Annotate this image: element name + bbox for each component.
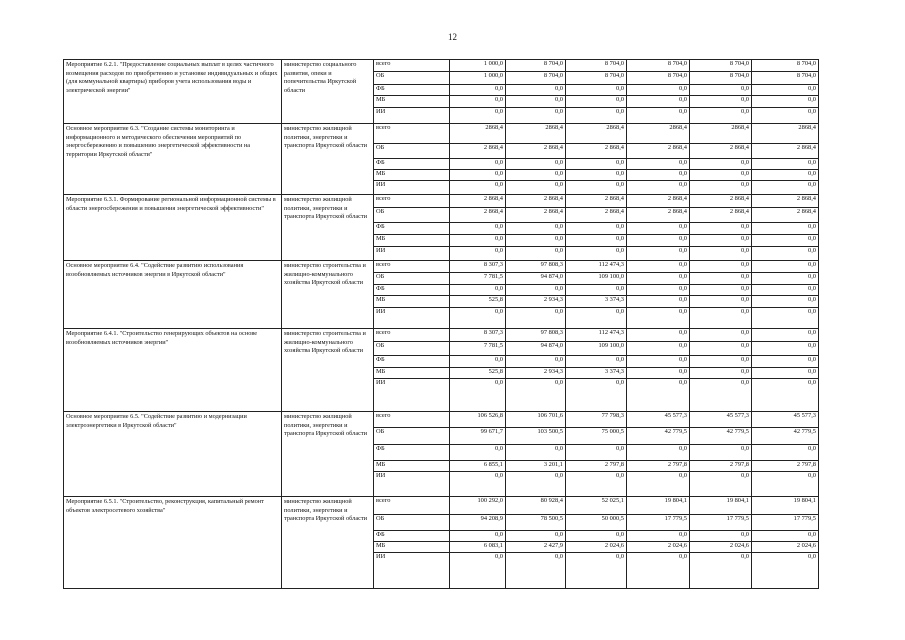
amount-cell: 0,0: [627, 308, 690, 329]
amount-cell: 0,0: [690, 261, 752, 273]
amount-cell: 19 804,1: [690, 497, 752, 515]
amount-cell: 0,0: [752, 296, 819, 308]
amount-cell: 0,0: [450, 181, 506, 195]
funding-source-cell: ФБ: [374, 285, 450, 296]
amount-cell: 0,0: [506, 235, 566, 247]
amount-cell: 0,0: [506, 108, 566, 124]
amount-cell: 109 100,0: [566, 273, 627, 285]
amount-cell: 0,0: [450, 223, 506, 235]
funding-source-cell: ИИ: [374, 181, 450, 195]
amount-cell: 0,0: [450, 356, 506, 368]
funding-source-cell: ОБ: [374, 428, 450, 445]
funding-source-cell: ИИ: [374, 379, 450, 412]
amount-cell: 0,0: [506, 181, 566, 195]
amount-cell: 78 500,5: [506, 515, 566, 531]
amount-cell: 0,0: [627, 170, 690, 181]
amount-cell: 0,0: [627, 223, 690, 235]
amount-cell: 0,0: [752, 285, 819, 296]
amount-cell: 0,0: [450, 235, 506, 247]
amount-cell: 0,0: [627, 356, 690, 368]
amount-cell: 2 868,4: [752, 195, 819, 208]
amount-cell: 0,0: [690, 159, 752, 170]
funding-source-cell: ИИ: [374, 472, 450, 497]
funding-source-cell: МБ: [374, 542, 450, 553]
amount-cell: 0,0: [450, 285, 506, 296]
amount-cell: 42 779,5: [752, 428, 819, 445]
table-body: [64, 60, 819, 589]
amount-cell: 0,0: [566, 553, 627, 589]
amount-cell: 0,0: [450, 108, 506, 124]
amount-cell: 0,0: [506, 170, 566, 181]
amount-cell: 8 704,0: [566, 72, 627, 85]
amount-cell: 0,0: [690, 531, 752, 542]
amount-cell: 2868,4: [506, 124, 566, 144]
amount-cell: 0,0: [752, 472, 819, 497]
page-number: 12: [448, 32, 457, 42]
executor-cell: министерство жилищной политики, энергетики и транспорта Иркутской области: [282, 497, 374, 589]
amount-cell: 0,0: [690, 108, 752, 124]
amount-cell: 8 704,0: [690, 60, 752, 72]
amount-cell: 0,0: [450, 170, 506, 181]
amount-cell: 2 797,8: [690, 461, 752, 472]
amount-cell: 2 868,4: [506, 144, 566, 159]
executor-cell: министерство жилищной политики, энергетики и транспорта Иркутской области: [282, 124, 374, 195]
amount-cell: 2 868,4: [506, 195, 566, 208]
amount-cell: 0,0: [752, 159, 819, 170]
funding-source-cell: МБ: [374, 96, 450, 108]
amount-cell: 0,0: [627, 368, 690, 379]
amount-cell: 0,0: [566, 285, 627, 296]
amount-cell: 0,0: [627, 273, 690, 285]
amount-cell: 0,0: [566, 181, 627, 195]
amount-cell: 0,0: [627, 531, 690, 542]
amount-cell: 17 779,5: [752, 515, 819, 531]
amount-cell: 0,0: [566, 235, 627, 247]
funding-source-cell: ИИ: [374, 247, 450, 261]
amount-cell: 106 526,8: [450, 412, 506, 428]
amount-cell: 0,0: [690, 379, 752, 412]
amount-cell: 75 000,5: [566, 428, 627, 445]
amount-cell: 0,0: [627, 285, 690, 296]
executor-cell: министерство жилищной политики, энергетики и транспорта Иркутской области: [282, 412, 374, 497]
amount-cell: 45 577,3: [690, 412, 752, 428]
amount-cell: 0,0: [566, 308, 627, 329]
amount-cell: 97 808,3: [506, 329, 566, 342]
amount-cell: 0,0: [752, 223, 819, 235]
amount-cell: 2 427,9: [506, 542, 566, 553]
amount-cell: 0,0: [627, 445, 690, 461]
amount-cell: 2 868,4: [566, 144, 627, 159]
amount-cell: 0,0: [690, 181, 752, 195]
amount-cell: 50 000,5: [566, 515, 627, 531]
amount-cell: 0,0: [506, 247, 566, 261]
amount-cell: 0,0: [627, 329, 690, 342]
table-row: [64, 124, 819, 144]
amount-cell: 0,0: [566, 96, 627, 108]
amount-cell: 2 797,8: [566, 461, 627, 472]
amount-cell: 2 868,4: [690, 195, 752, 208]
funding-source-cell: всего: [374, 60, 450, 72]
amount-cell: 0,0: [506, 159, 566, 170]
amount-cell: 2 868,4: [690, 144, 752, 159]
funding-source-cell: ФБ: [374, 159, 450, 170]
funding-source-cell: ОБ: [374, 273, 450, 285]
amount-cell: 8 704,0: [752, 72, 819, 85]
executor-cell: министерство строительства и жилищно-коммунального хозяйства Иркутской области: [282, 329, 374, 412]
amount-cell: 0,0: [690, 342, 752, 356]
amount-cell: 0,0: [690, 368, 752, 379]
amount-cell: 0,0: [690, 285, 752, 296]
funding-source-cell: ФБ: [374, 356, 450, 368]
amount-cell: 0,0: [450, 96, 506, 108]
amount-cell: 106 701,6: [506, 412, 566, 428]
amount-cell: 0,0: [450, 247, 506, 261]
amount-cell: 0,0: [752, 235, 819, 247]
amount-cell: 0,0: [506, 308, 566, 329]
funding-source-cell: ИИ: [374, 553, 450, 589]
executor-cell: министерство социального развития, опеки и попечительства Иркутской области: [282, 60, 374, 124]
amount-cell: 97 808,3: [506, 261, 566, 273]
amount-cell: 103 500,5: [506, 428, 566, 445]
amount-cell: 0,0: [690, 273, 752, 285]
funding-source-cell: МБ: [374, 235, 450, 247]
amount-cell: 0,0: [752, 356, 819, 368]
amount-cell: 2 868,4: [627, 144, 690, 159]
amount-cell: 0,0: [627, 379, 690, 412]
funding-source-cell: МБ: [374, 296, 450, 308]
amount-cell: 0,0: [506, 445, 566, 461]
funding-table: [63, 59, 819, 589]
amount-cell: 2868,4: [627, 124, 690, 144]
amount-cell: 0,0: [752, 170, 819, 181]
table-row: [64, 261, 819, 273]
amount-cell: 2 024,6: [627, 542, 690, 553]
amount-cell: 0,0: [752, 247, 819, 261]
amount-cell: 0,0: [506, 285, 566, 296]
amount-cell: 2868,4: [690, 124, 752, 144]
amount-cell: 3 374,3: [566, 368, 627, 379]
amount-cell: 112 474,3: [566, 329, 627, 342]
amount-cell: 0,0: [690, 329, 752, 342]
amount-cell: 0,0: [566, 356, 627, 368]
amount-cell: 2 868,4: [627, 208, 690, 223]
amount-cell: 2 868,4: [752, 208, 819, 223]
amount-cell: 94 874,0: [506, 273, 566, 285]
amount-cell: 0,0: [752, 273, 819, 285]
amount-cell: 0,0: [690, 445, 752, 461]
amount-cell: 2868,4: [566, 124, 627, 144]
amount-cell: 8 704,0: [506, 60, 566, 72]
amount-cell: 0,0: [690, 308, 752, 329]
amount-cell: 2 868,4: [506, 208, 566, 223]
funding-source-cell: ФБ: [374, 223, 450, 235]
amount-cell: 2 024,6: [690, 542, 752, 553]
amount-cell: 0,0: [690, 296, 752, 308]
amount-cell: 2 934,3: [506, 296, 566, 308]
amount-cell: 0,0: [752, 553, 819, 589]
amount-cell: 45 577,3: [627, 412, 690, 428]
measure-name-cell: Мероприятие 6.3.1. Формирование региональной информационной системы в области энергосбережения и повышения энергетической эффективности": [64, 195, 282, 261]
amount-cell: 2 868,4: [450, 144, 506, 159]
amount-cell: 2 024,6: [566, 542, 627, 553]
amount-cell: 0,0: [566, 445, 627, 461]
amount-cell: 0,0: [566, 85, 627, 96]
amount-cell: 0,0: [450, 379, 506, 412]
amount-cell: 2 868,4: [752, 144, 819, 159]
amount-cell: 100 292,0: [450, 497, 506, 515]
amount-cell: 0,0: [506, 531, 566, 542]
amount-cell: 0,0: [506, 553, 566, 589]
funding-source-cell: ФБ: [374, 531, 450, 542]
amount-cell: 0,0: [752, 445, 819, 461]
table-row: [64, 60, 819, 72]
amount-cell: 0,0: [627, 85, 690, 96]
measure-name-cell: Основное мероприятие 6.3. "Создание системы мониторинга и информационного и методического обеспечения мероприятий по энергосбережению и повышению энергетической эффективности на территории Иркутской области": [64, 124, 282, 195]
funding-source-cell: МБ: [374, 170, 450, 181]
amount-cell: 19 804,1: [627, 497, 690, 515]
amount-cell: 0,0: [752, 379, 819, 412]
amount-cell: 0,0: [627, 181, 690, 195]
amount-cell: 1 000,0: [450, 60, 506, 72]
funding-source-cell: ИИ: [374, 108, 450, 124]
amount-cell: 0,0: [566, 247, 627, 261]
amount-cell: 0,0: [690, 472, 752, 497]
amount-cell: 2 934,3: [506, 368, 566, 379]
amount-cell: 0,0: [506, 223, 566, 235]
measure-name-cell: Мероприятие 6.4.1. "Строительство генерирующих объектов на основе возобновляемых источников энергии": [64, 329, 282, 412]
amount-cell: 0,0: [566, 472, 627, 497]
funding-source-cell: ОБ: [374, 208, 450, 223]
amount-cell: 0,0: [450, 159, 506, 170]
table-row: [64, 195, 819, 208]
funding-source-cell: ФБ: [374, 85, 450, 96]
amount-cell: 0,0: [450, 472, 506, 497]
funding-source-cell: ИИ: [374, 308, 450, 329]
amount-cell: 8 307,3: [450, 329, 506, 342]
amount-cell: 0,0: [752, 329, 819, 342]
amount-cell: 2 868,4: [450, 195, 506, 208]
table-row: [64, 497, 819, 515]
amount-cell: 0,0: [506, 85, 566, 96]
amount-cell: 2 868,4: [690, 208, 752, 223]
amount-cell: 0,0: [566, 379, 627, 412]
amount-cell: 99 671,7: [450, 428, 506, 445]
measure-name-cell: Мероприятие 6.2.1. "Предоставление социальных выплат в целях частичного возмещения расходов по приобретению и установке индивидуальных и общих (для коммунальной квартиры) приборов учета использования воды и электрической энергии": [64, 60, 282, 124]
amount-cell: 8 307,3: [450, 261, 506, 273]
amount-cell: 2 868,4: [566, 195, 627, 208]
funding-source-cell: МБ: [374, 461, 450, 472]
amount-cell: 0,0: [690, 356, 752, 368]
amount-cell: 0,0: [506, 356, 566, 368]
amount-cell: 0,0: [627, 472, 690, 497]
amount-cell: 0,0: [450, 308, 506, 329]
amount-cell: 0,0: [627, 108, 690, 124]
amount-cell: 19 804,1: [752, 497, 819, 515]
amount-cell: 42 779,5: [627, 428, 690, 445]
funding-source-cell: ОБ: [374, 515, 450, 531]
amount-cell: 6 083,1: [450, 542, 506, 553]
amount-cell: 0,0: [690, 85, 752, 96]
amount-cell: 0,0: [752, 368, 819, 379]
amount-cell: 0,0: [627, 261, 690, 273]
amount-cell: 0,0: [690, 553, 752, 589]
amount-cell: 0,0: [752, 108, 819, 124]
amount-cell: 0,0: [566, 531, 627, 542]
funding-source-cell: всего: [374, 261, 450, 273]
funding-source-cell: всего: [374, 195, 450, 208]
funding-source-cell: всего: [374, 124, 450, 144]
amount-cell: 0,0: [752, 308, 819, 329]
amount-cell: 42 779,5: [690, 428, 752, 445]
amount-cell: 2 868,4: [566, 208, 627, 223]
amount-cell: 0,0: [752, 531, 819, 542]
executor-cell: министерство строительства и жилищно-коммунального хозяйства Иркутской области: [282, 261, 374, 329]
amount-cell: 17 779,5: [690, 515, 752, 531]
amount-cell: 0,0: [627, 342, 690, 356]
amount-cell: 0,0: [627, 159, 690, 170]
amount-cell: 0,0: [450, 445, 506, 461]
amount-cell: 0,0: [752, 181, 819, 195]
amount-cell: 94 208,9: [450, 515, 506, 531]
amount-cell: 3 201,1: [506, 461, 566, 472]
amount-cell: 8 704,0: [752, 60, 819, 72]
amount-cell: 8 704,0: [627, 60, 690, 72]
table-row: [64, 412, 819, 428]
table-row: [64, 329, 819, 342]
amount-cell: 80 928,4: [506, 497, 566, 515]
amount-cell: 8 704,0: [506, 72, 566, 85]
measure-name-cell: Мероприятие 6.5.1. "Строительство, реконструкция, капитальный ремонт объектов электросетевого хозяйства": [64, 497, 282, 589]
amount-cell: 0,0: [450, 553, 506, 589]
amount-cell: 112 474,3: [566, 261, 627, 273]
executor-cell: министерство жилищной политики, энергетики и транспорта Иркутской области: [282, 195, 374, 261]
amount-cell: 3 374,3: [566, 296, 627, 308]
amount-cell: 2 024,6: [752, 542, 819, 553]
amount-cell: 0,0: [690, 223, 752, 235]
measure-name-cell: Основное мероприятие 6.5. "Содействие развитию и модернизации электроэнергетики в Иркутской области": [64, 412, 282, 497]
amount-cell: 7 781,5: [450, 342, 506, 356]
amount-cell: 0,0: [566, 159, 627, 170]
funding-source-cell: МБ: [374, 368, 450, 379]
amount-cell: 2 797,8: [627, 461, 690, 472]
amount-cell: 77 798,3: [566, 412, 627, 428]
amount-cell: 0,0: [506, 379, 566, 412]
amount-cell: 0,0: [752, 261, 819, 273]
amount-cell: 8 704,0: [690, 72, 752, 85]
amount-cell: 2868,4: [752, 124, 819, 144]
amount-cell: 525,8: [450, 368, 506, 379]
amount-cell: 0,0: [566, 223, 627, 235]
amount-cell: 525,8: [450, 296, 506, 308]
amount-cell: 8 704,0: [566, 60, 627, 72]
amount-cell: 109 100,0: [566, 342, 627, 356]
amount-cell: 52 025,1: [566, 497, 627, 515]
amount-cell: 0,0: [752, 85, 819, 96]
amount-cell: 0,0: [690, 235, 752, 247]
funding-source-cell: всего: [374, 412, 450, 428]
amount-cell: 0,0: [566, 108, 627, 124]
amount-cell: 0,0: [627, 96, 690, 108]
amount-cell: 0,0: [752, 342, 819, 356]
amount-cell: 2 868,4: [627, 195, 690, 208]
amount-cell: 0,0: [627, 235, 690, 247]
amount-cell: 2 868,4: [450, 208, 506, 223]
amount-cell: 0,0: [627, 553, 690, 589]
funding-source-cell: ФБ: [374, 445, 450, 461]
amount-cell: 0,0: [690, 247, 752, 261]
amount-cell: 7 781,5: [450, 273, 506, 285]
funding-source-cell: всего: [374, 497, 450, 515]
amount-cell: 0,0: [627, 296, 690, 308]
amount-cell: 0,0: [506, 96, 566, 108]
funding-source-cell: всего: [374, 329, 450, 342]
amount-cell: 0,0: [627, 247, 690, 261]
amount-cell: 17 779,5: [627, 515, 690, 531]
amount-cell: 1 000,0: [450, 72, 506, 85]
amount-cell: 0,0: [566, 170, 627, 181]
amount-cell: 8 704,0: [627, 72, 690, 85]
funding-source-cell: ОБ: [374, 342, 450, 356]
amount-cell: 2 797,8: [752, 461, 819, 472]
funding-source-cell: ОБ: [374, 144, 450, 159]
amount-cell: 0,0: [752, 96, 819, 108]
amount-cell: 94 874,0: [506, 342, 566, 356]
amount-cell: 0,0: [450, 531, 506, 542]
measure-name-cell: Основное мероприятие 6.4. "Содействие развитию использования возобновляемых источников энергии в Иркутской области": [64, 261, 282, 329]
amount-cell: 2868,4: [450, 124, 506, 144]
amount-cell: 6 855,1: [450, 461, 506, 472]
amount-cell: 0,0: [690, 96, 752, 108]
amount-cell: 45 577,3: [752, 412, 819, 428]
amount-cell: 0,0: [690, 170, 752, 181]
amount-cell: 0,0: [450, 85, 506, 96]
funding-source-cell: ОБ: [374, 72, 450, 85]
amount-cell: 0,0: [506, 472, 566, 497]
